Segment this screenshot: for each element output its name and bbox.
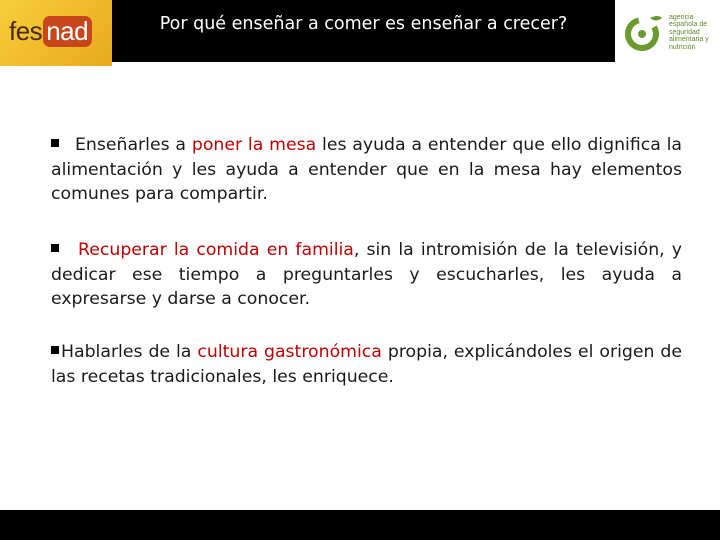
bullet-highlight: poner la mesa	[191, 135, 317, 155]
bullet-highlight: cultura gastronómica	[197, 342, 382, 362]
square-bullet-icon	[51, 244, 59, 252]
aesan-logo-line: seguridad	[669, 28, 700, 36]
fesnad-logo	[0, 0, 112, 66]
bullet-item-cultura	[51, 340, 682, 389]
aesan-logo-line: nutrición	[669, 43, 696, 51]
square-bullet-icon	[51, 139, 59, 147]
slide-title: Por qué enseñar a comer es enseñar a crecer?	[159, 14, 568, 34]
fesnad-logo-text	[9, 16, 92, 47]
bullet-text: Enseñarles a	[75, 135, 192, 155]
aesan-logo-line: alimentaria y	[669, 36, 709, 44]
bullet-text: les ayuda a entender que ello dignifica la alimentación y les ayuda a entender que en la mesa hay elementos comunes para compartir.	[51, 135, 683, 205]
bullet-item-familia	[51, 238, 682, 312]
fesnad-logo-part2: nad	[43, 16, 92, 47]
bullet-text: Hablarles de la	[61, 342, 198, 362]
bullet-item-mesa	[51, 133, 682, 207]
footer-bar	[0, 510, 720, 540]
aesan-logo-line: agencia	[669, 14, 694, 21]
aesan-logo-icon	[617, 4, 669, 60]
bullet-text: , sin la intromisión de la televisión, y dedicar ese tiempo a preguntarles y escucharles, les ayuda a expresarse y darse a conocer.	[51, 240, 683, 310]
square-bullet-icon	[51, 346, 59, 354]
aesan-logo-line: española de	[669, 21, 708, 29]
fesnad-logo-part1: fes	[9, 16, 43, 46]
bullet-text: propia, explicándoles el origen de las recetas tradicionales, les enriquece.	[51, 342, 683, 387]
aesan-logo-text	[669, 14, 719, 51]
bullet-highlight: Recuperar la comida en familia	[78, 240, 354, 260]
aesan-logo	[617, 4, 720, 60]
